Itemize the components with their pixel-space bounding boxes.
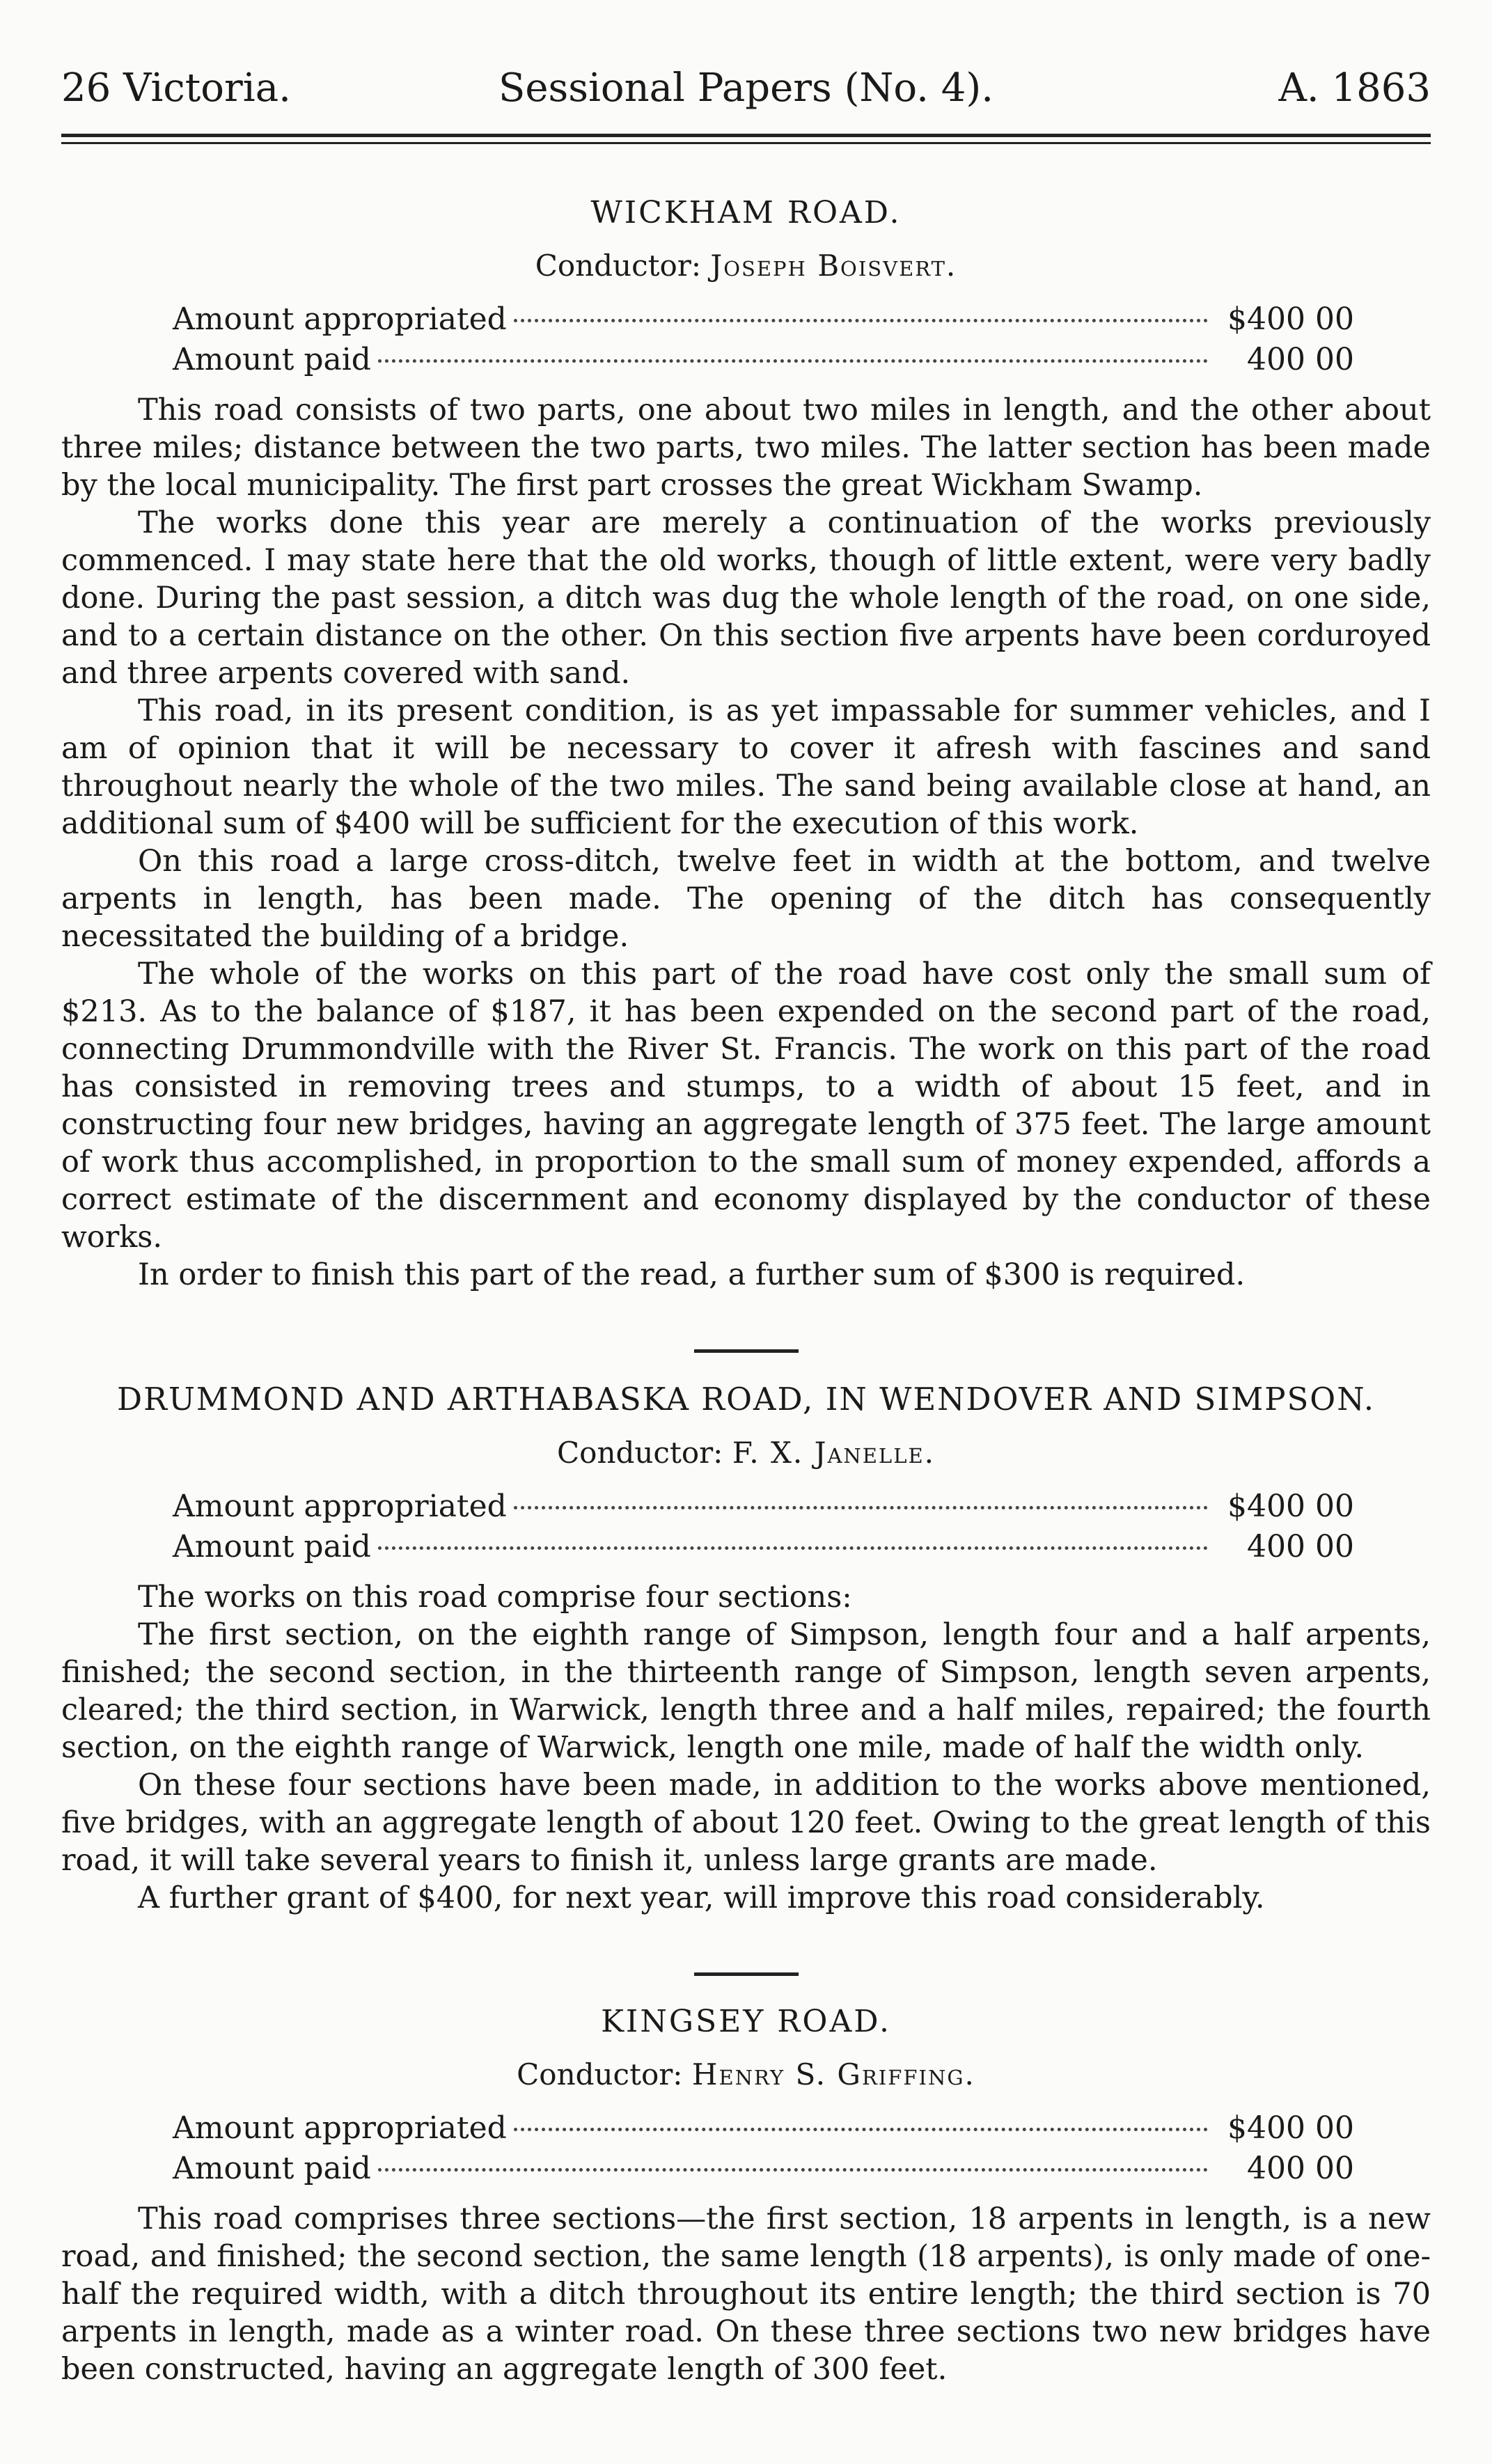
series-title: Sessional Papers (No. 4).	[498, 65, 994, 111]
section-wickham-road	[61, 195, 1431, 1294]
amount-paid-row	[173, 340, 1354, 380]
paragraph: On this road a large cross-ditch, twelve feet in width at the bottom, and twelve arpents in length, has been made. The opening of the ditch has consequently necessitated the building of a bridge.	[61, 844, 1431, 954]
amount-paid-label: Amount paid	[173, 1529, 371, 1564]
conductor-name: F. X. Janelle.	[732, 1436, 935, 1470]
amount-appropriated-value: $400 00	[1227, 301, 1354, 337]
section-title: KINGSEY ROAD.	[601, 2004, 891, 2039]
paragraph: On these four sections have been made, in addition to the works above mentioned, five bridges, with an aggregate length of about 120 feet. Owing to the great length of this road, it will take several years to finish it, unless large grants are made.	[61, 1768, 1431, 1878]
dot-leader	[514, 319, 1208, 322]
amounts-table	[173, 1486, 1354, 1567]
paragraph: The works done this year are merely a continuation of the works previously commenced. I may state here that the old works, though of little extent, were very badly done. During the past session, a ditch was dug the whole length of the road, on one side, and to a certain distance on the other. On this section five arpents have been corduroyed and three arpents covered with sand.	[61, 505, 1431, 691]
amount-paid-row	[173, 1527, 1354, 1567]
conductor-name: Joseph Boisvert.	[710, 249, 957, 283]
paragraph: This road, in its present condition, is as yet impassable for summer vehicles, and I am of opinion that it will be necessary to cover it afresh with fascines and sand throughout nearly the whole of the two miles. The sand being available close at hand, an additional sum of $400 will be sufficient for the execution of this work.	[61, 693, 1431, 841]
amount-appropriated-value: $400 00	[1227, 1489, 1354, 1524]
section-title: DRUMMOND AND ARTHABASKA ROAD, IN WENDOVER AND SIMPSON.	[116, 1381, 1375, 1418]
volume-label: 26 Victoria.	[61, 65, 291, 111]
conductor-line	[61, 1436, 1431, 1470]
paragraph: This road consists of two parts, one about two miles in length, and the other about three miles; distance between the two parts, two miles. The latter section has been made by the local municipality. The first part crosses the great Wickham Swamp.	[61, 393, 1431, 503]
dot-leader	[514, 2128, 1208, 2131]
amount-appropriated-row	[173, 299, 1354, 340]
running-head	[61, 49, 1431, 125]
amount-paid-label: Amount paid	[173, 2151, 371, 2186]
amounts-table	[173, 299, 1354, 380]
amount-paid-row	[173, 2149, 1354, 2189]
paragraph: In order to finish this part of the read, a further sum of $300 is required.	[138, 1257, 1246, 1292]
conductor-label: Conductor:	[517, 2057, 683, 2092]
paragraph: The works on this road comprise four sections:	[138, 1580, 852, 1615]
amount-paid-value: 400 00	[1247, 2151, 1354, 2186]
dot-leader	[514, 1506, 1208, 1509]
conductor-label: Conductor:	[557, 1436, 723, 1470]
amount-appropriated-row	[173, 1486, 1354, 1527]
dot-leader	[378, 1546, 1208, 1550]
amount-appropriated-row	[173, 2108, 1354, 2149]
section-divider	[694, 1349, 799, 1353]
amount-appropriated-label: Amount appropriated	[173, 301, 507, 337]
dot-leader	[378, 2168, 1208, 2172]
paragraph: The first section, on the eighth range of Simpson, length four and a half arpents, finished; the second section, in the thirteenth range of Simpson, length seven arpents, cleared; the third section, in Warwick, length three and a half miles, repaired; the fourth section, on the eighth range of Warwick, length one mile, made of half the width only.	[61, 1617, 1431, 1765]
year-label: A. 1863	[1278, 65, 1431, 111]
amount-appropriated-label: Amount appropriated	[173, 1489, 507, 1524]
amounts-table	[173, 2108, 1354, 2189]
section-title: WICKHAM ROAD.	[590, 195, 902, 230]
amount-paid-label: Amount paid	[173, 342, 371, 377]
conductor-name: Henry S. Griffing.	[691, 2057, 975, 2092]
paragraph: A further grant of $400, for next year, will improve this road considerably.	[138, 1881, 1265, 1915]
section-kingsey-road	[61, 2004, 1431, 2388]
amount-paid-value: 400 00	[1247, 342, 1354, 377]
conductor-label: Conductor:	[535, 249, 702, 283]
paragraph: This road comprises three sections—the first section, 18 arpents in length, is a new road, and finished; the second section, the same length (18 arpents), is only made of one-half the required width, with a ditch throughout its entire length; the third section is 70 arpents in length, made as a winter road. On these three sections two new bridges have been constructed, having an aggregate length of 300 feet.	[61, 2202, 1431, 2387]
amount-appropriated-label: Amount appropriated	[173, 2110, 507, 2146]
paragraph: The whole of the works on this part of the road have cost only the small sum of $213. As to the balance of $187, it has been expended on the second part of the road, connecting Drummondville with the River St. Francis. The work on this part of the road has consisted in removing trees and stumps, to a width of about 15 feet, and in constructing four new bridges, having an aggregate length of 375 feet. The large amount of work thus accomplished, in proportion to the small sum of money expended, affords a correct estimate of the discernment and economy displayed by the conductor of these works.	[61, 957, 1431, 1255]
header-rule	[61, 134, 1431, 153]
section-divider	[694, 1972, 799, 1976]
conductor-line	[61, 249, 1431, 283]
amount-paid-value: 400 00	[1247, 1529, 1354, 1564]
amount-appropriated-value: $400 00	[1227, 2110, 1354, 2146]
section-drummond-arthabaska-road	[61, 1381, 1431, 1917]
conductor-line	[61, 2057, 1431, 2092]
dot-leader	[378, 359, 1208, 363]
